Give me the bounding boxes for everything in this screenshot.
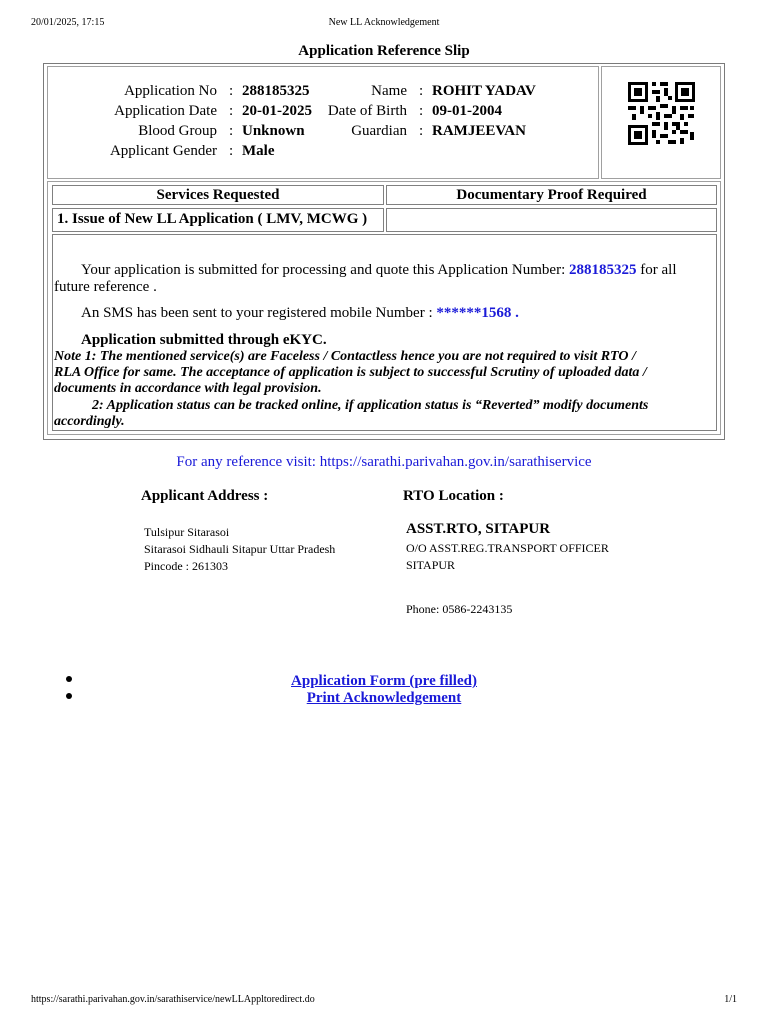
print-datetime: 20/01/2025, 17:15 (31, 17, 105, 28)
applicant-address-heading: Applicant Address : (141, 488, 269, 504)
footer-page-number: 1/1 (724, 994, 737, 1005)
rto-office-title: ASST.RTO, SITAPUR (406, 521, 551, 537)
note-2-line-2: accordingly. (54, 414, 125, 429)
colon: : (419, 83, 424, 99)
application-no-value: 288185325 (242, 83, 310, 99)
note-2-line-1: 2: Application status can be tracked online, if application status is “Reverted” modify documents (92, 398, 649, 413)
blood-group-value: Unknown (242, 123, 305, 139)
blood-group-label: Blood Group (138, 123, 217, 139)
list-item (0, 672, 768, 689)
sms-text: An SMS has been sent to your registered mobile Number : (81, 305, 433, 321)
colon: : (419, 103, 424, 119)
dob-value: 09-01-2004 (432, 103, 502, 119)
documentary-proof-header: Documentary Proof Required (386, 185, 717, 205)
sms-message (81, 305, 519, 322)
service-row-1: 1. Issue of New LL Application ( LMV, MCWG ) (52, 208, 384, 232)
note-1-line-3: documents in accordance with legal provision. (54, 381, 322, 396)
application-no-label: Application No (124, 83, 217, 99)
colon: : (229, 83, 234, 99)
note-1-line-2: RLA Office for same. The acceptance of application is subject to successful Scrutiny of uploaded data / (54, 365, 647, 380)
services-requested-header: Services Requested (52, 185, 384, 205)
info-row-3 (0, 123, 600, 143)
submission-text: Your application is submitted for processing and quote this Application Number: (81, 262, 566, 278)
colon: : (229, 143, 234, 159)
submission-text-tail: for all (640, 262, 677, 278)
dob-label: Date of Birth (327, 103, 407, 119)
print-page-title: New LL Acknowledgement (328, 17, 440, 28)
rto-phone: Phone: 0586-2243135 (406, 602, 513, 616)
masked-mobile-number: ******1568 . (436, 305, 519, 321)
address-line-1: Tulsipur Sitarasoi (144, 525, 230, 539)
info-row-1 (0, 83, 600, 103)
print-acknowledgement-link[interactable]: Print Acknowledgement (306, 690, 462, 706)
info-row-2 (0, 103, 600, 123)
address-pincode: Pincode : 261303 (144, 559, 228, 573)
colon: : (419, 123, 424, 139)
footer-url: https://sarathi.parivahan.gov.in/sarathiservice/newLLAppltoredirect.do (31, 994, 315, 1005)
bullet-icon (66, 693, 72, 699)
rto-address-line-1: O/O ASST.REG.TRANSPORT OFFICER (406, 541, 609, 555)
list-item (0, 689, 768, 706)
name-value: ROHIT YADAV (432, 83, 536, 99)
bullet-icon (66, 676, 72, 682)
rto-address-line-2: SITAPUR (406, 558, 456, 572)
gender-label: Applicant Gender (109, 143, 217, 159)
slip-title: Application Reference Slip (298, 43, 470, 59)
gender-value: Male (242, 143, 275, 159)
info-row-4 (0, 143, 600, 163)
guardian-value: RAMJEEVAN (432, 123, 526, 139)
submission-message-line2: future reference . (54, 279, 157, 295)
action-links (0, 672, 768, 706)
proof-row-1 (386, 208, 717, 232)
colon: : (229, 123, 234, 139)
rto-location-heading: RTO Location : (403, 488, 504, 504)
application-form-link[interactable]: Application Form (pre filled) (291, 673, 477, 689)
reference-link-text: For any reference visit: https://sarathi.parivahan.gov.in/sarathiservice (176, 454, 592, 470)
ekyc-message: Application submitted through eKYC. (81, 332, 327, 348)
application-date-label: Application Date (114, 103, 217, 119)
address-line-2: Sitarasoi Sidhauli Sitapur Uttar Pradesh (144, 542, 336, 556)
application-number-highlight: 288185325 (569, 262, 637, 278)
note-1-line-1: Note 1: The mentioned service(s) are Faceless / Contactless hence you are not required to visit RTO / (54, 349, 636, 364)
guardian-label: Guardian (351, 123, 407, 139)
qr-code-icon (627, 81, 697, 147)
submission-message (81, 262, 676, 279)
name-label: Name (371, 83, 407, 99)
colon: : (229, 103, 234, 119)
application-date-value: 20-01-2025 (242, 103, 312, 119)
